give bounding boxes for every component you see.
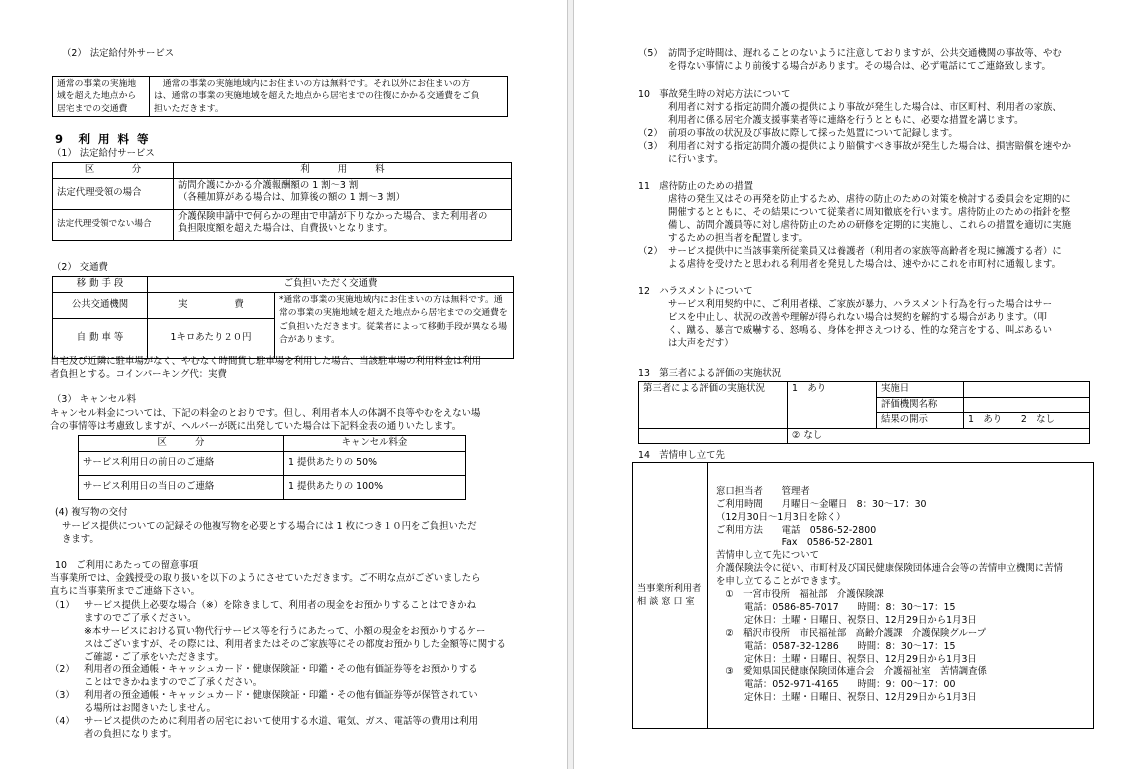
- complaints-body: [708, 463, 1094, 729]
- abuse-item-number: （2）: [638, 246, 663, 257]
- harassment-text: サービス利用契約中に、ご利用者様、ご家族が暴力、ハラスメント行為を行った場合はサー ビスを中止し、状況の改善や理解が得られない場合は契約を解約する場合があります。（叩 く、蹴る、暴言で威嚇する、怒鳴る、身体を押さえつける、性的な発言をする、叫ぶあるい は大声をだす）: [668, 299, 1053, 349]
- notes-item-text: 利用者の預金通帳・キャッシュカード・健康保険証・印鑑・その他有価証券等をお預かりする ことはできかねますのでご了承ください。: [84, 664, 478, 688]
- transport-note: *通常の事業の実施地域内にお住まいの方は無料です。通常の事業の実施地域を超えた地点から居宅までの交通費をご負担いただきます。従業者によって移動手段が異なる場合があります。: [275, 292, 514, 358]
- cancel-row1-value: 1 提供あたりの 50%: [284, 451, 466, 475]
- visit-time-text: 訪問予定時間は、遅れることのないように注意しておりますが、公共交通機関の事故等、やむ を得ない事情により前後する場合があります。その場合は、必ず電話にてご連絡致します。: [668, 48, 1062, 72]
- notes-item-number: （2）: [50, 664, 75, 675]
- notes-intro: 当事業所では、金銭授受の取り扱いを以下のようにさせていただきます。ご不明な点がございましたら 直ちに当事業所までご連絡下さい。: [50, 573, 481, 597]
- evaluation-date-label: 実施日: [877, 382, 964, 398]
- complaints-line: ご利用時間 月曜日～金曜日 8：30～17：30: [716, 498, 927, 510]
- accident-item-text: 利用者に対する指定訪問介護の提供により賠償すべき事故が発生した場合は、損害賠償を速やか に行います。: [668, 141, 1071, 165]
- evaluation-table: [638, 381, 1090, 444]
- travel-fee-table: [52, 76, 508, 117]
- notes-item-text: サービス提供上必要な場合（※）を除きまして、利用者の現金をお預かりすることはできかね ますのでご了承ください。 ※本サービスにおける買い物代行サービス等を行うにあたって、小額の現金をお預かりするケー スはございますが、その際には、利用者またはそのご家族等にその都度お預かりした金額等に関する ご確認・ご了承をいただきます。: [84, 600, 506, 663]
- fee-table-row1-text: 訪問介護にかかる介護報酬額の 1 割～3 割 （各種加算がある場合は、加算後の額の 1 割～3 割）: [174, 178, 512, 209]
- notes-item-number: （1）: [50, 600, 75, 611]
- transport-header-means: 移 動 手 段: [53, 277, 148, 293]
- transport-header-cost: ご負担いただく交通費: [148, 277, 514, 293]
- accident-text: 利用者に対する指定訪問介護の提供により事故が発生した場合は、市区町村、利用者の家族、 利用者に係る居宅介護支援事業者等に連絡を行うとともに、必要な措置を講じます。: [668, 102, 1062, 126]
- evaluation-result-label: 結果の開示: [877, 413, 964, 429]
- complaints-line: ① 一宮市役所 福祉部 介護保険課: [716, 589, 884, 601]
- fee-table-header-fee: 利 用 料: [174, 163, 512, 179]
- left-page: [0, 0, 567, 769]
- complaints-line: 介護保険法令に従い、市町村及び国民健康保険団体連合会等の苦情申立機関に苦情: [716, 563, 1063, 575]
- fee-table-header-category: 区 分: [53, 163, 174, 179]
- visit-time-number: （5）: [638, 48, 663, 59]
- evaluation-label: 第三者による評価の実施状況: [639, 382, 788, 429]
- subheading-copies: (4) 複写物の交付: [55, 507, 128, 518]
- complaints-line: 定休日：土曜・日曜日、祝祭日、12月29日から1月3日: [716, 692, 977, 704]
- complaints-line: 電話：052-971-4165 時間：9：00～17：00: [716, 679, 956, 691]
- evaluation-option-no: ② なし: [788, 428, 1090, 444]
- notes-item-number: （3）: [50, 690, 75, 701]
- fee-table-row1-label: 法定代理受領の場合: [53, 178, 174, 209]
- complaints-line: Fax 0586-52-2801: [716, 537, 874, 549]
- travel-fee-text: 通常の事業の実施地域内にお住まいの方は無料です。それ以外にお住まいの方 は、通常の事業の実施地域を超えた地点から居宅までの往復にかかる交通費をご負 担いただきます。: [150, 77, 508, 117]
- complaints-label: 当事業所利用者 相 談 窓 口 室: [633, 463, 708, 729]
- notes-item-text: サービス提供のために利用者の居宅において使用する水道、電気、ガス、電話等の費用は利用 者の負担になります。: [84, 716, 479, 740]
- subheading-cancel: （3） キャンセル料: [52, 394, 136, 405]
- abuse-item-text: サービス提供中に当該事業所従業員又は養護者（利用者の家族等高齢者を現に擁護する者）に よる虐待を受けたと思われる利用者を発見した場合は、速やかにこれを市町村に通報します。: [668, 246, 1062, 270]
- transport-row1-label: 公共交通機関: [53, 292, 148, 318]
- evaluation-option-yes: 1 あり: [788, 382, 877, 429]
- section-heading-harassment: 12 ハラスメントについて: [638, 286, 753, 297]
- complaints-line: 定休日：土曜・日曜日、祝祭日、12月29日から1月3日: [716, 614, 977, 626]
- complaints-table: [632, 462, 1094, 729]
- travel-fee-label: 通常の事業の実施地 域を超えた地点から 居宅までの交通費: [53, 77, 150, 117]
- cancel-header-category: 区 分: [79, 436, 284, 452]
- complaints-line: 電話：0587-32-1286 時間：8：30～17：15: [716, 640, 956, 652]
- complaints-line: ご利用方法 電話 0586-52-2800: [716, 524, 877, 536]
- fee-table-row2-label: 法定代理受領でない場合: [53, 209, 174, 240]
- complaints-line: 苦情申し立て先について: [716, 550, 819, 562]
- cancel-row2-value: 1 提供あたりの 100%: [284, 475, 466, 499]
- complaints-line: 定休日：土曜・日曜日、祝祭日、12月29日から1月3日: [716, 653, 977, 665]
- cancel-row1-label: サービス利用日の前日のご連絡: [79, 451, 284, 475]
- fee-table-row2-text: 介護保険申請中で何らかの理由で申請が下りなかった場合、また利用者の 負担限度額を超えた場合は、自費扱いとなります。: [174, 209, 512, 240]
- section-heading-abuse: 11 虐待防止のための措置: [638, 181, 754, 192]
- complaints-line: （12月30日～1月3日を除く）: [716, 511, 846, 523]
- evaluation-result-value: 1 あり 2 なし: [964, 413, 1090, 429]
- section-heading-fees: 9 利 用 料 等: [55, 132, 151, 146]
- complaints-line: 窓口担当者 管理者: [716, 485, 810, 497]
- evaluation-date-value: [964, 382, 1090, 398]
- accident-item-text: 前項の事故の状況及び事故に際して採った処置について記録します。: [668, 128, 958, 139]
- transport-table: [52, 276, 514, 359]
- complaints-line: ③ 愛知県国民健康保険団体連合会 介護福祉室 苦情調査係: [716, 666, 987, 678]
- complaints-line: ② 稲沢市役所 市民福祉部 高齢介護課 介護保険グループ: [716, 627, 987, 639]
- right-page: [574, 0, 1145, 769]
- transport-row1-value: 実 費: [148, 292, 275, 318]
- page-gutter: [567, 0, 574, 769]
- complaints-line: 電話：0586-85-7017 時間：8：30～17：15: [716, 601, 956, 613]
- copies-text: サービス提供についての記録その他複写物を必要とする場合には 1 枚につき１０円をご負担いただ きます。: [62, 521, 477, 545]
- subheading-statutory: （1） 法定給付サービス: [52, 148, 155, 159]
- complaints-line: を申し立てることができます。: [716, 576, 847, 588]
- evaluation-label-spacer: [639, 428, 788, 444]
- cancel-text: キャンセル料金については、下記の料金のとおりです。但し、利用者本人の体調不良等やむをえない場 合の事情等は考慮致しますが、ヘルパーが既に出発していた場合は下記料金表の通りいたします。: [50, 408, 481, 432]
- section-heading-accident: 10 事故発生時の対応方法について: [638, 89, 791, 100]
- transport-row2-value: 1キロあたり２０円: [148, 318, 275, 358]
- accident-item-number: （3）: [638, 141, 663, 152]
- notes-item-number: （4）: [50, 716, 75, 727]
- subheading-transport: （2） 交通費: [52, 262, 108, 273]
- transport-row2-label: 自 動 車 等: [53, 318, 148, 358]
- parking-note: 自宅及び近隣に駐車場がなく、やむなく時間貸し駐車場を利用した場合、当該駐車場の利用料金は利用 者負担とする。コインパーキング代：実費: [50, 356, 482, 380]
- accident-item-number: （2）: [638, 128, 663, 139]
- section-heading-complaints: 14 苦情申し立て先: [638, 450, 725, 461]
- fee-table: [52, 162, 512, 241]
- cancel-header-fee: キャンセル料金: [284, 436, 466, 452]
- notes-item-text: 利用者の預金通帳・キャッシュカード・健康保険証・印鑑・その他有価証券等が保管されてい る場所はお聞きいたしません。: [84, 690, 478, 714]
- abuse-text: 虐待の発生又はその再発を防止するため、虐待の防止のための対策を検討する委員会を定期的に 開催するとともに、その結果について従業者に周知徹底を行います。虐待防止のための指針を整 備し、訪問介護員等に対し虐待防止のための研修を定期的に実施し、これらの措置を適切に実施 するための担当者を配置します。: [668, 194, 1072, 244]
- section-heading-notes: 10 ご利用にあたっての留意事項: [55, 560, 199, 571]
- cancel-table: [78, 435, 466, 500]
- cancel-row2-label: サービス利用日の当日のご連絡: [79, 475, 284, 499]
- section-heading-non-statutory: （2） 法定給付外サービス: [62, 48, 175, 59]
- section-heading-evaluation: 13 第三者による評価の実施状況: [638, 368, 782, 379]
- evaluation-org-label: 評価機関名称: [877, 397, 964, 413]
- evaluation-org-value: [964, 397, 1090, 413]
